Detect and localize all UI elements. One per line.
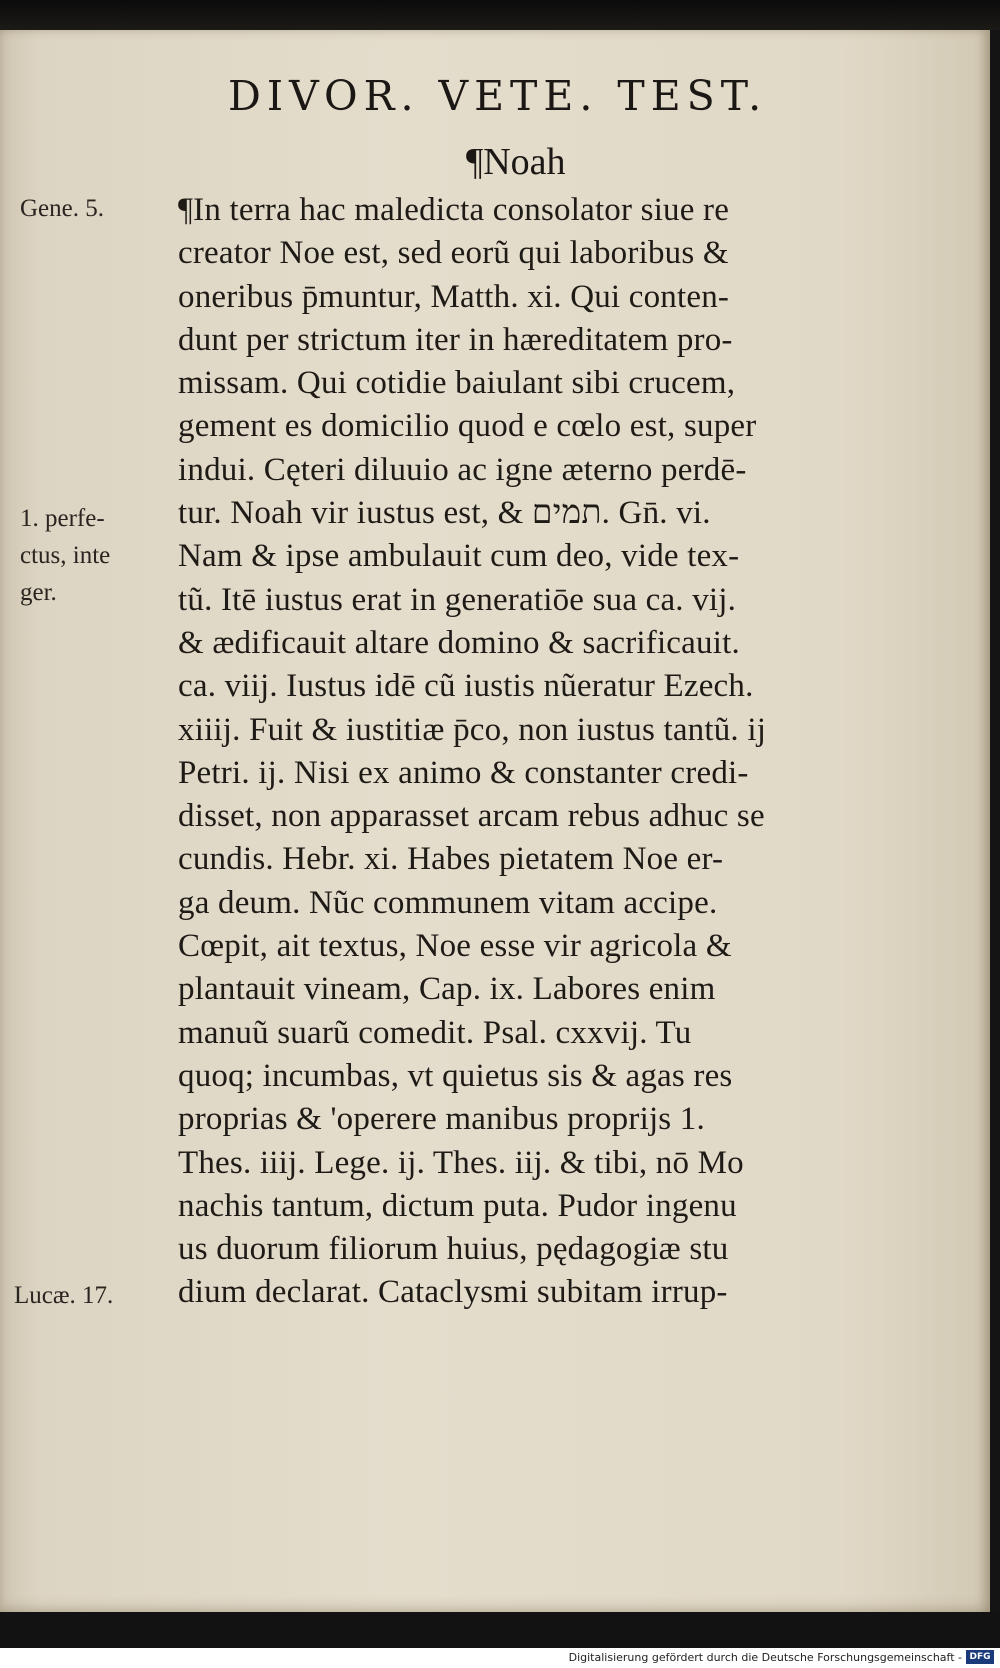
margin-note-line: ctus, inte: [20, 542, 111, 569]
text-line: manuũ suarũ comedit. Psal. cxxvij. Tu: [178, 1014, 692, 1051]
text-line: nachis tantum, dictum puta. Pudor ingenu: [178, 1187, 737, 1224]
text-line: plantauit vineam, Cap. ix. Labores enim: [178, 971, 716, 1008]
margin-note-lucae-text: Lucæ. 17.: [14, 1282, 114, 1309]
text-line: dunt per strictum iter in hæreditatem pro-: [178, 321, 733, 358]
text-line: dium declarat. Cataclysmi subitam irrup-: [178, 1274, 728, 1311]
text-line: creator Noe est, sed eorũ qui laboribus &: [178, 235, 729, 272]
text-line: Cœpit, ait textus, Noe esse vir agricola &: [178, 928, 732, 965]
text-line: tur. Noah vir iustus est, & תמים. Gn̄. vi.: [178, 495, 711, 532]
text-line: us duorum filiorum huius, pędagogiæ stu: [178, 1231, 729, 1268]
text-line: quoq; incumbas, vt quietus sis & agas res: [178, 1057, 733, 1094]
scan-top-edge: [0, 0, 1000, 30]
scan-bottom-edge: [0, 1612, 1000, 1648]
margin-note-gene-text: Gene. 5.: [20, 195, 104, 222]
section-heading: ¶Noah: [466, 141, 566, 183]
text-line: disset, non apparasset arcam rebus adhuc se: [178, 798, 765, 835]
margin-note-perfectus: [20, 500, 110, 611]
text-line: proprias & 'operere manibus proprijs 1.: [178, 1101, 705, 1138]
text-line: cundis. Hebr. xi. Habes pietatem Noe er-: [178, 841, 724, 878]
funding-credit: Digitalisierung gefördert durch die Deutsche Forschungsgemeinschaft -: [568, 1651, 962, 1664]
dfg-logo: DFG: [966, 1650, 994, 1664]
text-line: ¶In terra hac maledicta consolator siue re: [178, 192, 730, 228]
text-line: xiiij. Fuit & iustitiæ p̄co, non iustus tantũ. ij: [178, 711, 767, 748]
text-line: ga deum. Nũc communem vitam accipe.: [178, 884, 718, 921]
margin-note-lucae: [14, 1277, 113, 1314]
margin-note-line: ger.: [20, 579, 57, 606]
text-line: oneribus p̄muntur, Matth. xi. Qui conten-: [178, 278, 730, 315]
text-line: ca. viij. Iustus idē cũ iustis nũeratur Ezech.: [178, 668, 754, 705]
margin-note-line: 1. perfe-: [20, 505, 105, 532]
text-line: indui. Cęteri diluuio ac igne æterno perdē-: [178, 451, 747, 488]
body-text: [178, 189, 914, 1315]
text-line: Nam & ipse ambulauit cum deo, vide tex-: [178, 538, 740, 575]
running-head: DIVOR. VETE. TEST.: [228, 72, 768, 120]
text-line: gement es domicilio quod e cœlo est, super: [178, 408, 757, 445]
text-line: Thes. iiij. Lege. ij. Thes. iij. & tibi, nō Mo: [178, 1144, 744, 1181]
text-line: missam. Qui cotidie baiulant sibi crucem,: [178, 365, 736, 402]
margin-note-gene: [20, 190, 104, 227]
text-line: tũ. Itē iustus erat in generatiōe sua ca. vij.: [178, 581, 737, 618]
text-line: & ædificauit altare domino & sacrificauit.: [178, 624, 740, 661]
text-line: Petri. ij. Nisi ex animo & constanter credi-: [178, 754, 749, 791]
